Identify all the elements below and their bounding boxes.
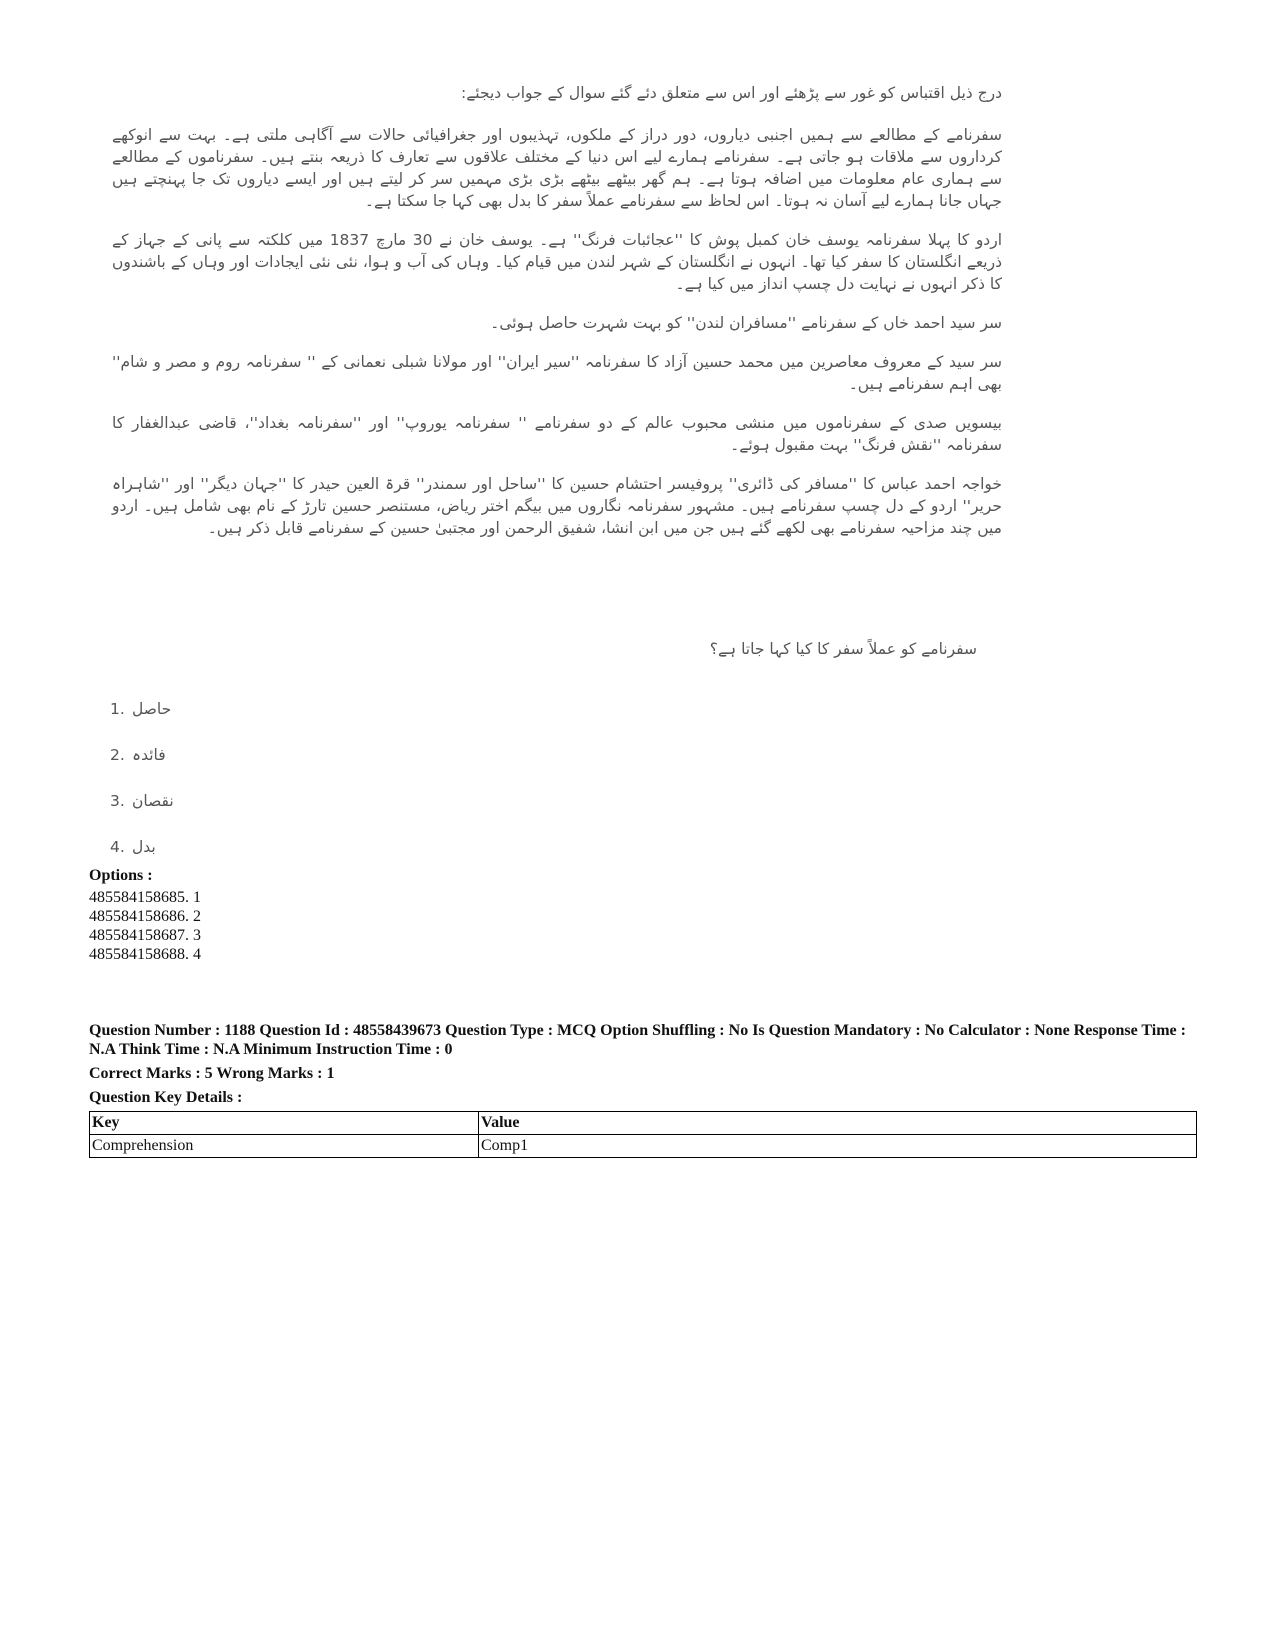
passage-paragraph: سفرنامے کے مطالعے سے ہمیں اجنبی دیاروں، دور دراز کے ملکوں، تہذیبوں اور جغرافیائی حالات سے آگاہی ملتی ہے۔ بہت سے انوکھے کرداروں سے ملاقات ہو جاتی ہے۔ سفرنامے ہمارے لیے اس دنیا کے مختلف علاقوں سے تعارف کا ذریعہ بنتے ہیں۔ سفرناموں کے مطالعے سے ہماری عام معلومات میں اضافہ ہوتا ہے۔ ہم گھر بیٹھے بیٹھے بڑی بڑی مہمیں سر کر لیتے ہیں اور ایسے دیاروں تک جا پہنچتے ہیں جہاں جانا ہمارے لیے آسان نہ ہوتا۔ اس لحاظ سے سفرنامے عملاً سفر کا بدل بھی کہا جا سکتا ہے۔ [112, 126, 1002, 210]
answer-choice [110, 778, 174, 824]
choice-number: 2. [110, 746, 125, 764]
table-row [90, 1135, 1197, 1158]
answer-choice [110, 824, 174, 870]
choice-text: نقصان [132, 792, 174, 810]
key-details-table [89, 1111, 1197, 1158]
passage-paragraph: سر سید احمد خاں کے سفرنامے ''مسافران لندن'' کو بہت شہرت حاصل ہوئی۔ [490, 314, 1002, 332]
answer-choices [110, 686, 174, 870]
answer-choice [110, 732, 174, 778]
key-details-label: Question Key Details : [89, 1089, 243, 1106]
option-id: 485584158686. 2 [89, 908, 201, 925]
choice-number: 1. [110, 700, 125, 718]
table-cell: Comprehension [90, 1135, 479, 1158]
question-info: Question Number : 1188 Question Id : 48558439673 Question Type : MCQ Option Shuffling : No Is Question Mandatory : No Calculator : None Response Time : N.A Think Time : N.A Minimum Instruction Time : 0 [89, 1022, 1186, 1058]
choice-number: 3. [110, 792, 125, 810]
choice-number: 4. [110, 838, 125, 856]
comprehension-passage [112, 82, 1002, 556]
table-header-row [90, 1112, 1197, 1135]
choice-text: فائدہ [132, 746, 166, 764]
table-header: Key [90, 1112, 479, 1135]
passage-paragraph: اردو کا پہلا سفرنامہ یوسف خان کمبل پوش کا ''عجائبات فرنگ'' ہے۔ یوسف خان نے 30 مارچ 1837 میں کلکتہ سے پانی کے جہاز کے ذریعے انگلستان کا سفر کیا تھا۔ انہوں نے انگلستان کے شہر لندن میں قیام کیا۔ وہاں کی آب و ہوا، نئی نئی ایجادات اور وہاں کے باشندوں کا ذکر انہوں نے نہایت دل چسپ انداز میں کیا ہے۔ [112, 231, 1003, 293]
passage-paragraph: بیسویں صدی کے سفرناموں میں منشی محبوب عالم کے دو سفرنامے '' سفرنامہ یوروپ'' اور ''سفرنامہ بغداد''، قاضی عبدالغفار کا سفرنامہ ''نقش فرنگ'' بہت مقبول ہوئے۔ [112, 414, 1002, 454]
option-id: 485584158685. 1 [89, 889, 201, 906]
passage-paragraph: خواجہ احمد عباس کا ''مسافر کی ڈائری'' پروفیسر احتشام حسین کا ''ساحل اور سمندر'' قرۃ العین حیدر کا ''جہان دیگر'' اور ''شاہراہ حریر'' اردو کے دل چسپ سفرنامے ہیں۔ مشہور سفرنامہ نگاروں میں بیگم اختر ریاض، مستنصر حسین تارڑ کے نام بھی شامل ہیں۔ اردو میں چند مزاحیہ سفرنامے بھی لکھے گئے ہیں جن میں ابن انشا، شفیق الرحمن اور مجتبیٰ حسین کے سفرنامے قابل ذکر ہیں۔ [112, 475, 1002, 537]
passage-instruction: درج ذیل اقتباس کو غور سے پڑھئے اور اس سے متعلق دئے گئے سوال کے جواب دیجئے: [461, 84, 1002, 102]
options-label: Options : [89, 867, 153, 884]
table-cell: Comp1 [479, 1135, 1197, 1158]
table-header: Value [479, 1112, 1197, 1135]
choice-text: حاصل [132, 700, 172, 718]
options-section [89, 866, 1209, 964]
answer-choice [110, 686, 174, 732]
passage-paragraph: سر سید کے معروف معاصرین میں محمد حسین آزاد کا سفرنامہ ''سیر ایران'' اور مولانا شبلی نعمانی کے '' سفرنامہ روم و مصر و شام'' بھی اہم سفرنامے ہیں۔ [112, 353, 1002, 393]
choice-text: بدل [132, 838, 156, 856]
option-id: 485584158687. 3 [89, 927, 201, 944]
question-text: سفرنامے کو عملاً سفر کا کیا کہا جاتا ہے؟ [709, 640, 977, 658]
option-id: 485584158688. 4 [89, 946, 201, 963]
marks-info: Correct Marks : 5 Wrong Marks : 1 [89, 1065, 335, 1082]
